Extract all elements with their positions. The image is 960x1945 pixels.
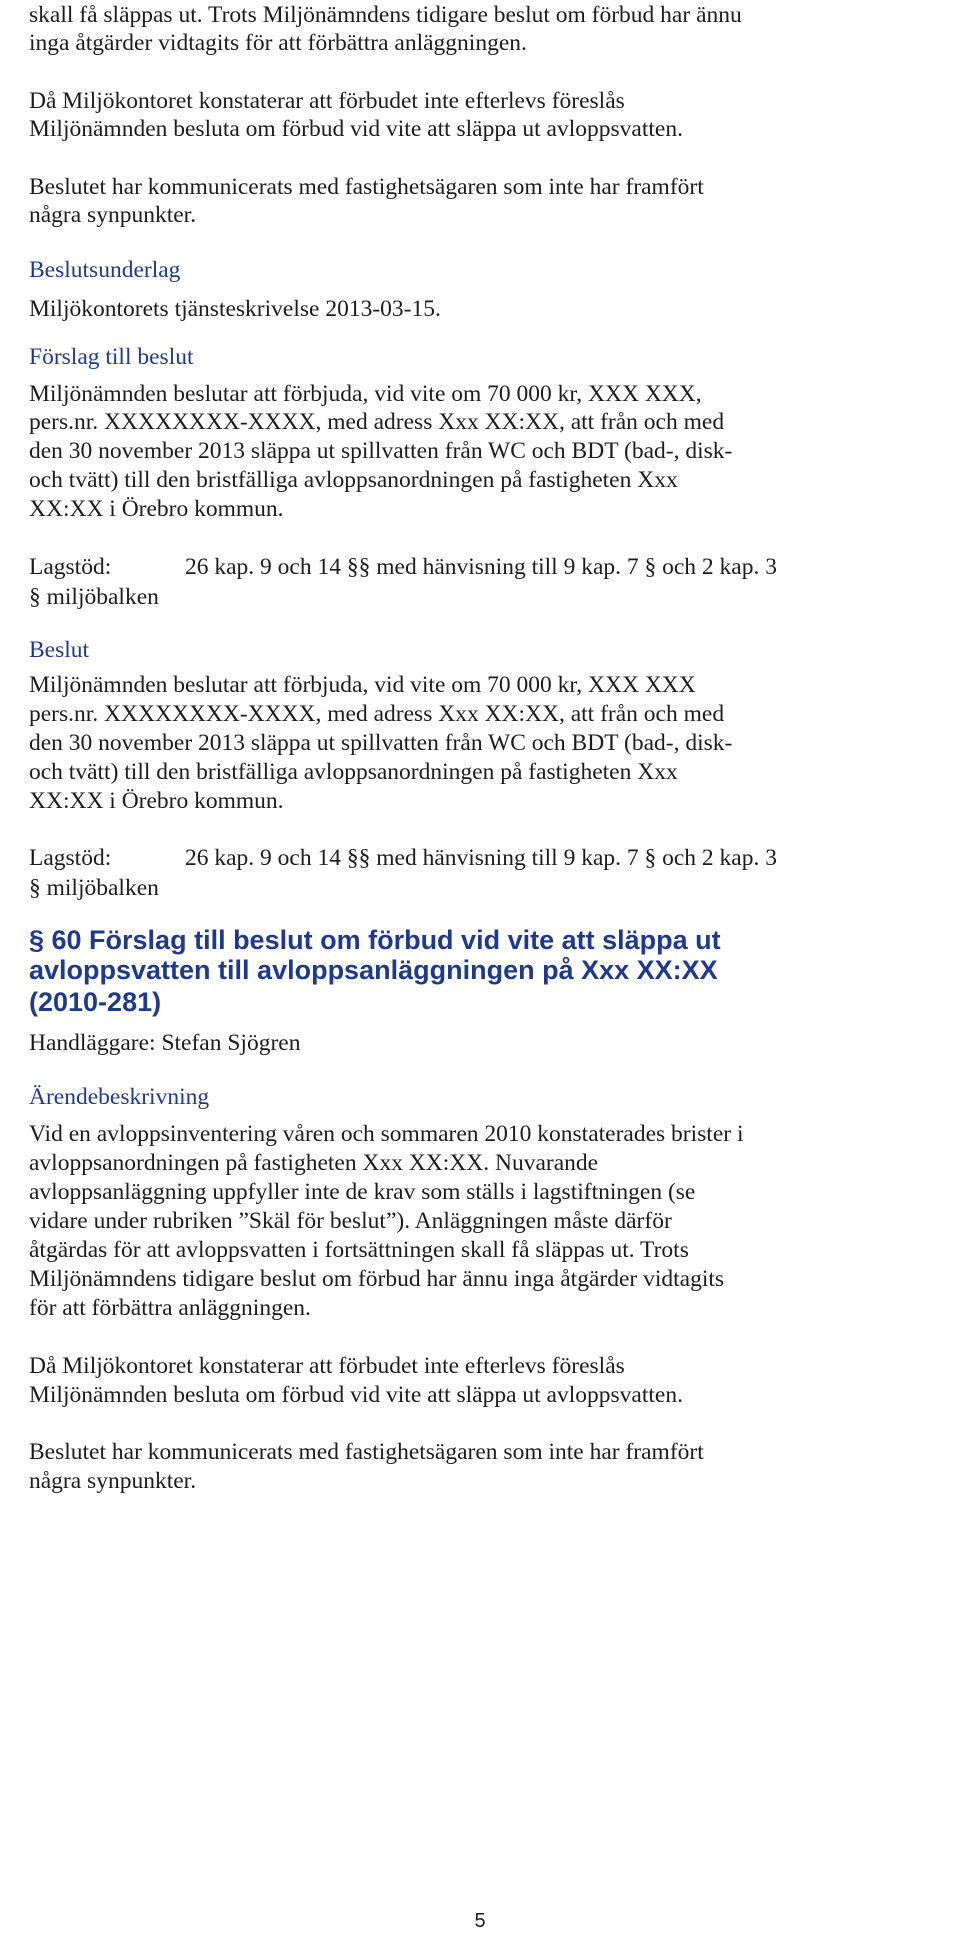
body-text: några synpunkter.: [29, 202, 197, 228]
body-text: § miljöbalken: [29, 584, 159, 610]
body-text: den 30 november 2013 släppa ut spillvatten från WC och BDT (bad-, disk-: [29, 730, 733, 756]
lagstod-line: [29, 843, 777, 873]
body-text: Då Miljökontoret konstaterar att förbudet inte efterlevs föreslås: [29, 1353, 625, 1379]
body-text: Miljönämnden besluta om förbud vid vite att släppa ut avloppsvatten.: [29, 116, 683, 142]
body-text: Miljökontorets tjänsteskrivelse 2013-03-15.: [29, 296, 441, 322]
body-text: för att förbättra anläggningen.: [29, 1295, 311, 1321]
body-text: och tvätt) till den bristfälliga avloppsanordningen på fastigheten Xxx: [29, 467, 678, 493]
body-text: inga åtgärder vidtagits för att förbättra anläggningen.: [29, 30, 527, 56]
section-heading: Ärendebeskrivning: [29, 1084, 210, 1110]
paragraph-title: § 60 Förslag till beslut om förbud vid vite att släppa ut: [29, 925, 721, 955]
body-text: åtgärdas för att avloppsvatten i fortsättningen skall få släppas ut. Trots: [29, 1237, 689, 1263]
body-text: Beslutet har kommunicerats med fastighetsägaren som inte har framfört: [29, 174, 704, 200]
lagstod-text: 26 kap. 9 och 14 §§ med hänvisning till 9 kap. 7 § och 2 kap. 3: [185, 845, 777, 871]
lagstod-label: Lagstöd:: [29, 554, 112, 580]
body-text: § miljöbalken: [29, 875, 159, 901]
body-text: Miljönämnden besluta om förbud vid vite att släppa ut avloppsvatten.: [29, 1382, 683, 1408]
lagstod-label: Lagstöd:: [29, 845, 112, 871]
body-text: och tvätt) till den bristfälliga avloppsanordningen på fastigheten Xxx: [29, 759, 678, 785]
body-text: skall få släppas ut. Trots Miljönämndens tidigare beslut om förbud har ännu: [29, 2, 742, 28]
body-text: Beslutet har kommunicerats med fastighetsägaren som inte har framfört: [29, 1439, 704, 1465]
body-text: Miljönämndens tidigare beslut om förbud har ännu inga åtgärder vidtagits: [29, 1266, 725, 1292]
body-text: XX:XX i Örebro kommun.: [29, 788, 284, 814]
body-text: pers.nr. XXXXXXXX-XXXX, med adress Xxx XX:XX, att från och med: [29, 701, 725, 727]
body-text: XX:XX i Örebro kommun.: [29, 496, 284, 522]
lagstod-line: [29, 552, 777, 582]
section-heading: Beslutsunderlag: [29, 257, 181, 283]
handlaggare: Handläggare: Stefan Sjögren: [29, 1030, 301, 1056]
body-text: Miljönämnden beslutar att förbjuda, vid vite om 70 000 kr, XXX XXX: [29, 672, 696, 698]
lagstod-text: 26 kap. 9 och 14 §§ med hänvisning till 9 kap. 7 § och 2 kap. 3: [185, 554, 777, 580]
page-number: 5: [474, 1910, 486, 1932]
body-text: pers.nr. XXXXXXXX-XXXX, med adress Xxx XX:XX, att från och med: [29, 409, 725, 435]
body-text: avloppsanläggning uppfyller inte de krav som ställs i lagstiftningen (se: [29, 1179, 696, 1205]
section-heading: Förslag till beslut: [29, 344, 194, 370]
body-text: några synpunkter.: [29, 1468, 197, 1494]
paragraph-title: avloppsvatten till avloppsanläggningen på Xxx XX:XX: [29, 955, 718, 985]
body-text: Miljönämnden beslutar att förbjuda, vid vite om 70 000 kr, XXX XXX,: [29, 381, 702, 407]
paragraph-title: (2010-281): [29, 987, 162, 1017]
body-text: den 30 november 2013 släppa ut spillvatten från WC och BDT (bad-, disk-: [29, 438, 733, 464]
section-heading: Beslut: [29, 637, 90, 663]
body-text: vidare under rubriken ”Skäl för beslut”). Anläggningen måste därför: [29, 1208, 672, 1234]
body-text: Då Miljökontoret konstaterar att förbudet inte efterlevs föreslås: [29, 88, 625, 114]
body-text: avloppsanordningen på fastigheten Xxx XX:XX. Nuvarande: [29, 1150, 599, 1176]
body-text: Vid en avloppsinventering våren och sommaren 2010 konstaterades brister i: [29, 1121, 744, 1147]
